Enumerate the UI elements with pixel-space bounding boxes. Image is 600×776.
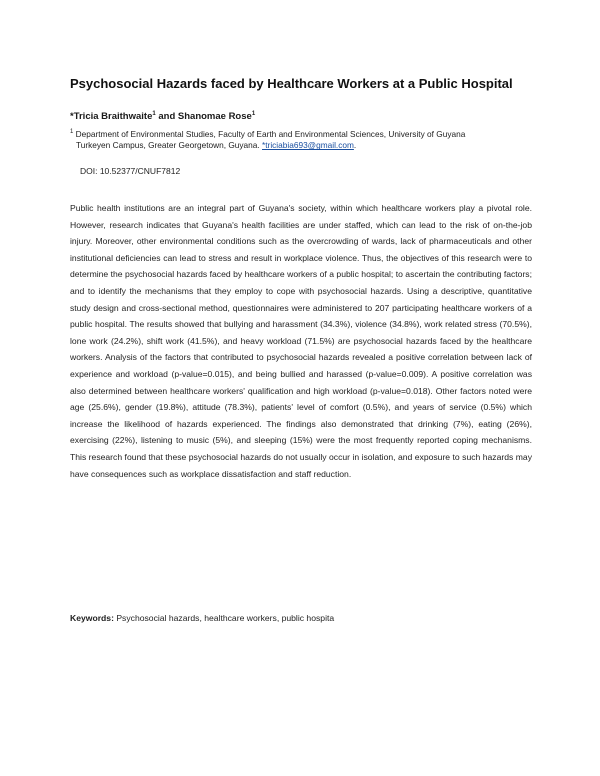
author-2-affiliation-mark: 1 bbox=[251, 111, 256, 117]
author-joiner: and bbox=[155, 111, 178, 123]
affiliation-mark: 1 bbox=[70, 129, 74, 135]
paper-title: Psychosocial Hazards faced by Healthcare Workers at a Public Hospital bbox=[70, 76, 513, 91]
keywords-line bbox=[70, 612, 532, 624]
affiliation-line-2: Turkeyen Campus, Greater Georgetown, Guyana. bbox=[76, 140, 260, 151]
email-suffix: . bbox=[353, 140, 357, 151]
author-list bbox=[70, 108, 540, 123]
author-email-link[interactable]: *triciabia693@gmail.com bbox=[262, 140, 354, 151]
author-name-1: Tricia Braithwaite bbox=[73, 111, 153, 123]
keywords-label: Keywords: bbox=[70, 613, 114, 623]
abstract-text: Public health institutions are an integral part of Guyana's society, within which healthcare workers play a pivotal role. However, research indicates that Guyana's health facilities are under staffed, which can lead to the risk of on-the-job injury. Moreover, other environmental conditions such as the overcrowding of wards, lack of pharmaceuticals and other institutional deficiencies can lead to stress and result in workplace violence. Thus, the objectives of this research were to determine the psychosocial hazards faced by healthcare workers of a public hospital; to ascertain the contributing factors; and to identify the mechanisms that they employ to cope with psychosocial hazards. Using a descriptive, quantitative study design and cross-sectional method, questionnaires were administered to 207 participating healthcare workers of a public hospital. The results showed that bullying and harassment (34.3%), violence (34.8%), work related stress (70.5%), lone work (24.2%), shift work (41.5%), and heavy workload (71.5%) are psychosocial hazards faced by the healthcare workers. Analysis of the factors that contributed to psychosocial hazards revealed a positive correlation between lack of experience and workload (p-value=0.015), and being bullied and harassed (p-value=0.009). A positive correlation was also determined between healthcare workers' qualification and high workload (p-value=0.018). Other factors noted were age (25.6%), gender (19.8%), attitude (78.3%), patients' level of comfort (0.5%), and years of service (0.5%) which increase the likelihood of hazards experienced. The findings also demonstrated that drinking (7%), eating (26%), exercising (22%), listening to music (5%), and sleeping (15%) were the most frequently reported coping mechanisms. This research found that these psychosocial hazards do not usually occur in isolation, and exposure to such hazards may have consequences such as workplace dissatisfaction and staff reduction. bbox=[70, 203, 532, 479]
author-prefix-mark: * bbox=[70, 111, 74, 123]
affiliation bbox=[70, 127, 540, 152]
author-1-affiliation-mark: 1 bbox=[152, 111, 156, 117]
affiliation-line-2-wrap bbox=[70, 140, 540, 152]
affiliation-line-1: Department of Environmental Studies, Faculty of Earth and Environmental Sciences, University of Guyana bbox=[75, 128, 466, 139]
keywords-text: Psychosocial hazards, healthcare workers, public hospita bbox=[116, 613, 335, 623]
author-name-2: Shanomae Rose bbox=[177, 111, 252, 123]
doi-line: DOI: 10.52377/CNUF7812 bbox=[80, 166, 181, 176]
